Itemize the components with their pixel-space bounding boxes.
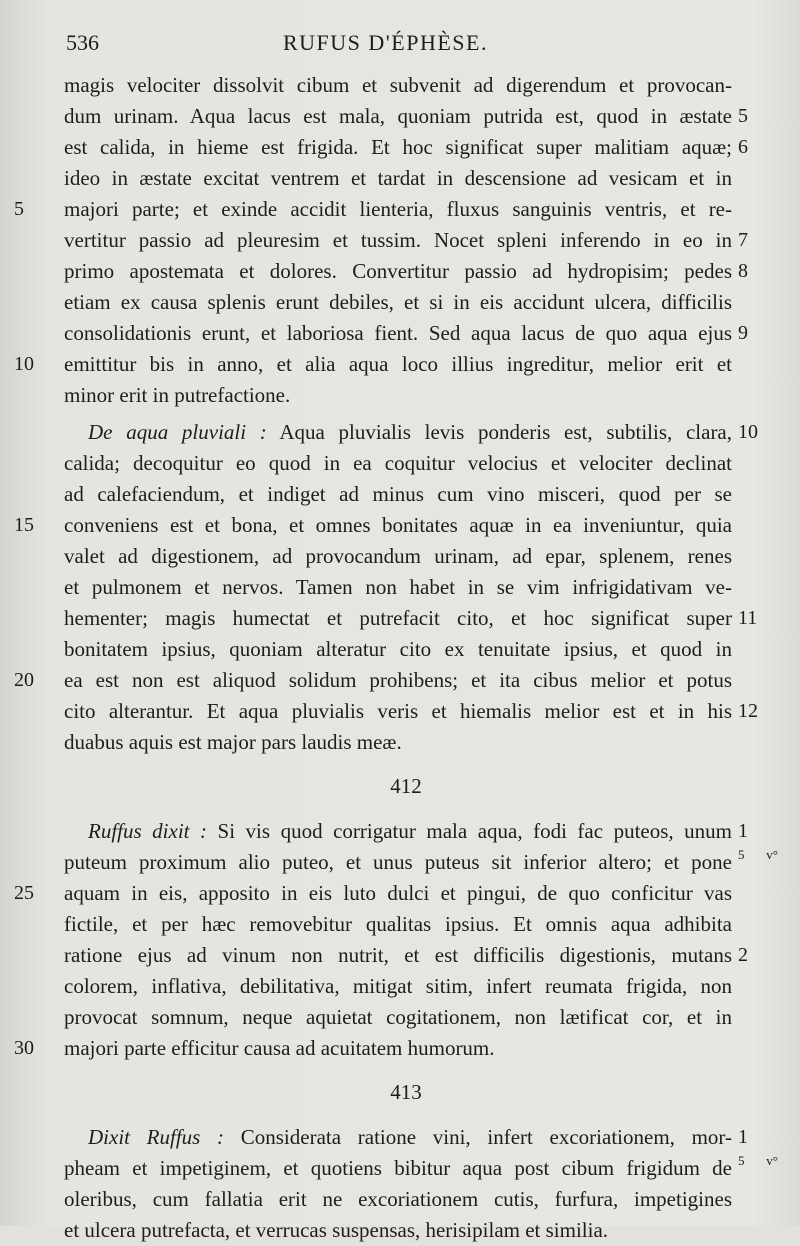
right-margin-number: 9: [738, 322, 748, 344]
line-text: pheam et impetiginem, et quotiens bibitur aqua post cibum frigidum de: [64, 1156, 732, 1180]
line-text: cito alterantur. Et aqua pluvialis veris et hiemalis melior est et in his: [64, 699, 732, 723]
line-text: hementer; magis humectat et putrefacit cito, et hoc significat super: [64, 606, 732, 630]
text-line: [64, 634, 732, 665]
text-column: [14, 70, 778, 1246]
text-line: [64, 1184, 732, 1215]
text-line: [14, 510, 732, 541]
running-title: RUFUS D'ÉPHÈSE.: [283, 30, 488, 55]
text-line: [64, 816, 748, 847]
text-line: [64, 1002, 732, 1033]
line-text: consolidationis erunt, et laboriosa fient. Sed aqua lacus de quo aqua ejus: [64, 321, 732, 345]
line-text: dum urinam. Aqua lacus est mala, quoniam putrida est, quod in æstate: [64, 104, 732, 128]
line-text: ideo in æstate excitat ventrem et tardat in descensione ad vesicam et in: [64, 166, 732, 190]
text-line: [64, 479, 732, 510]
line-text: colorem, inflativa, debilitativa, mitigat sitim, infert reumata frigida, non: [64, 974, 732, 998]
text-line: [64, 727, 732, 758]
text-line: [64, 70, 732, 101]
running-head: [0, 30, 800, 60]
left-line-number: 10: [14, 353, 34, 375]
line-text: provocat somnum, neque aquietat cogitationem, non lætificat cor, et in: [64, 1005, 732, 1029]
left-line-number: 30: [14, 1037, 34, 1059]
text-line: [64, 572, 732, 603]
line-text: minor erit in putrefactione.: [64, 383, 291, 407]
left-line-number: 15: [14, 514, 34, 536]
right-margin-number: 6: [738, 136, 748, 158]
text-line: [64, 1153, 778, 1184]
text-line: [14, 194, 732, 225]
folio-reference: 5 v°: [738, 847, 778, 862]
text-line: [64, 132, 748, 163]
line-text: bonitatem ipsius, quoniam alteratur cito ex tenuitate ipsius, et quod in: [64, 637, 732, 661]
line-text: etiam ex causa splenis erunt debiles, et si in eis accidunt ulcera, difficilis: [64, 290, 732, 314]
line-text: puteum proximum alio puteo, et unus puteus sit inferior altero; et pone: [64, 850, 732, 874]
text-line: [64, 1215, 732, 1246]
text-line: [14, 1033, 732, 1064]
line-text: majori parte; et exinde accidit lienteria, fluxus sanguinis ventris, et re-: [64, 197, 732, 221]
right-margin-number: 1: [738, 820, 748, 842]
right-margin-number: 12: [738, 700, 758, 722]
text-line: [64, 380, 732, 411]
text-line: [64, 696, 758, 727]
text-line: [64, 417, 758, 448]
line-text: Si vis quod corrigatur mala aqua, fodi fac puteos, unum: [217, 819, 733, 843]
text-line: [64, 225, 748, 256]
text-line: [64, 541, 732, 572]
text-line: [64, 847, 778, 878]
paragraph-dixit-ruffus: [64, 1153, 778, 1246]
text-line: [14, 665, 732, 696]
line-text: calida; decoquitur eo quod in ea coquitur velocius et velociter declinat: [64, 451, 732, 475]
paragraph-ruffus-dixit: [14, 847, 778, 1064]
folio-reference: 5 v°: [738, 1153, 778, 1168]
line-text: majori parte efficitur causa ad acuitatem humorum.: [64, 1036, 495, 1060]
right-margin-number: 1: [738, 1126, 748, 1148]
text-line: [64, 318, 748, 349]
left-line-number: 20: [14, 669, 34, 691]
section-number: 413: [390, 1080, 422, 1104]
right-margin-number: 10: [738, 421, 758, 443]
line-text: valet ad digestionem, ad provocandum urinam, ad epar, splenem, renes: [64, 544, 732, 568]
line-text: primo apostemata et dolores. Convertitur passio ad hydropisim; pedes: [64, 259, 732, 283]
text-line: [64, 101, 748, 132]
right-margin-number: 8: [738, 260, 748, 282]
line-text: emittitur bis in anno, et alia aqua loco illius ingreditur, melior erit et: [64, 352, 732, 376]
text-line: [64, 909, 732, 940]
text-line: [64, 971, 732, 1002]
text-line: [64, 1122, 748, 1153]
right-margin-number: 7: [738, 229, 748, 251]
text-line: [14, 878, 732, 909]
right-margin-number: 2: [738, 944, 748, 966]
line-text: duabus aquis est major pars laudis meæ.: [64, 730, 402, 754]
line-text: vertitur passio ad pleuresim et tussim. Nocet spleni inferendo in eo in: [64, 228, 732, 252]
text-line: [64, 603, 758, 634]
page-number: 536: [66, 30, 99, 55]
line-text: magis velociter dissolvit cibum et subvenit ad digerendum et provocan-: [64, 73, 732, 97]
left-line-number: 25: [14, 882, 34, 904]
text-line: [64, 448, 732, 479]
line-text: et pulmonem et nervos. Tamen non habet in se vim infrigidativam ve-: [64, 575, 732, 599]
line-text: ad calefaciendum, et indiget ad minus cum vino misceri, quod per se: [64, 482, 732, 506]
line-text: fictile, et per hæc removebitur qualitas ipsius. Et omnis aqua adhibita: [64, 912, 732, 936]
line-text: Considerata ratione vini, infert excoriationem, mor-: [240, 1125, 732, 1149]
paragraph-heading: Dixit Ruffus :: [88, 1125, 225, 1149]
text-line: [14, 349, 732, 380]
text-line: [64, 256, 748, 287]
text-line: [64, 940, 748, 971]
right-margin-number: 5: [738, 105, 748, 127]
line-text: aquam in eis, apposito in eis luto dulci et pingui, de quo conficitur vas: [64, 881, 732, 905]
line-text: est calida, in hieme est frigida. Et hoc significat super malitiam aquæ;: [64, 135, 732, 159]
section-number: 412: [390, 774, 422, 798]
paragraph-heading: Ruffus dixit :: [88, 819, 208, 843]
line-text: ratione ejus ad vinum non nutrit, et est difficilis digestionis, mutans: [64, 943, 732, 967]
paragraph-lacus: [14, 70, 748, 411]
paragraph-pluviali: [14, 448, 758, 758]
text-line: [64, 287, 732, 318]
line-text: oleribus, cum fallatia erit ne excoriationem cutis, furfura, impetigines: [64, 1187, 732, 1211]
right-margin-number: 11: [738, 607, 758, 629]
line-text: conveniens est et bona, et omnes bonitates aquæ in ea inveniuntur, quia: [64, 513, 732, 537]
paragraph-heading: De aqua pluviali :: [88, 420, 267, 444]
text-line: [64, 163, 732, 194]
line-text: Aqua pluvialis levis ponderis est, subtilis, clara,: [279, 420, 733, 444]
left-line-number: 5: [14, 198, 24, 220]
line-text: ea est non est aliquod solidum prohibens; et ita cibus melior et potus: [64, 668, 732, 692]
line-text: et ulcera putrefacta, et verrucas suspensas, herisipilam et similia.: [64, 1218, 609, 1242]
